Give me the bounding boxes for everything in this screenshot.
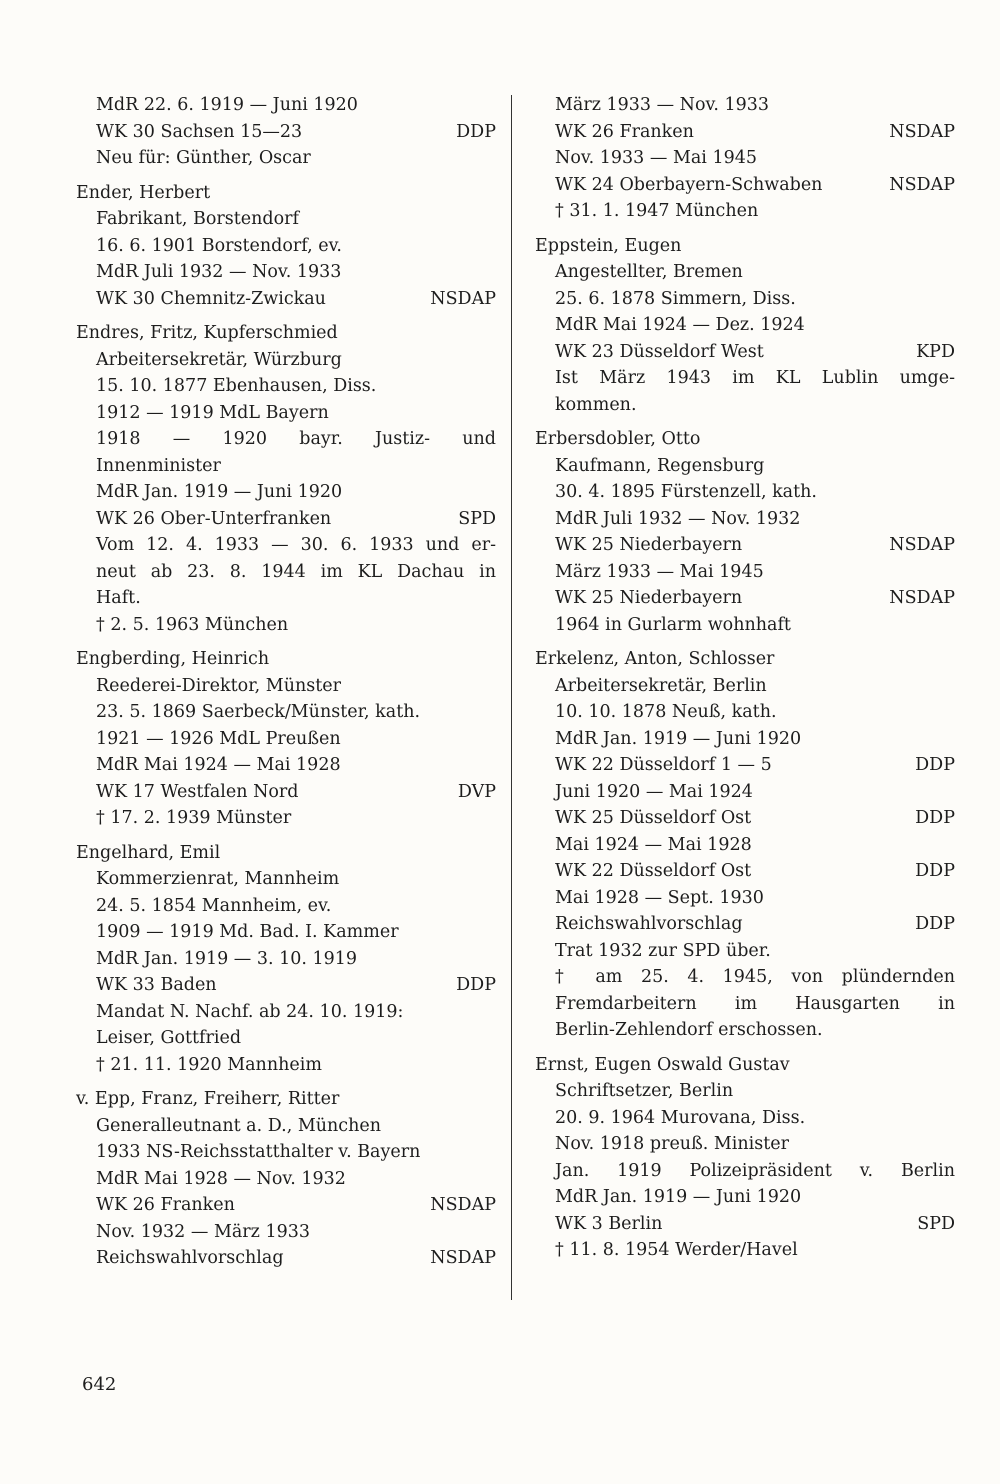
- entry-line: [535, 453, 955, 480]
- line-text: Ender, Herbert: [76, 182, 211, 203]
- entry-line: [76, 532, 496, 559]
- entry-line: [535, 559, 955, 586]
- line-text: Innenminister: [96, 455, 221, 476]
- entry-line: [76, 233, 496, 260]
- entry-line: [76, 1192, 496, 1219]
- line-text: WK 30 Sachsen 15—23: [96, 121, 303, 142]
- line-text: Erbersdobler, Otto: [535, 429, 701, 449]
- entry-heading: [76, 180, 496, 207]
- line-text: WK 30 Chemnitz-Zwickau: [96, 288, 326, 309]
- entry-line: [535, 172, 955, 199]
- party-label: NSDAP: [889, 174, 955, 195]
- entry-line: [535, 119, 955, 146]
- line-text: WK 26 Franken: [555, 121, 694, 142]
- entry-gap: [76, 832, 496, 840]
- entry-line: [535, 198, 955, 225]
- entry-line: [535, 726, 955, 753]
- line-text: Berlin-Zehlendorf erschossen.: [555, 1020, 823, 1040]
- line-text: Nov. 1918 preuß. Minister: [555, 1134, 790, 1154]
- entry-line: [76, 1166, 496, 1193]
- line-text: Fabrikant, Borstendorf: [96, 209, 300, 229]
- line-text: v. Epp, Franz, Freiherr, Ritter: [76, 1089, 340, 1109]
- line-text: Arbeitersekretär, Würzburg: [96, 349, 342, 370]
- biography-entry: [535, 426, 955, 638]
- entry-line: [535, 991, 955, 1018]
- entry-line: [76, 946, 496, 973]
- entry-line: [76, 1113, 496, 1140]
- line-text: † 17. 2. 1939 Münster: [96, 808, 292, 828]
- entry-gap: [76, 312, 496, 320]
- line-text: WK 22 Düsseldorf Ost: [555, 861, 752, 881]
- party-label: NSDAP: [889, 535, 955, 555]
- entry-heading: [76, 320, 496, 347]
- entry-line: [76, 119, 496, 146]
- line-text: Mandat N. Nachf. ab 24. 10. 1919:: [96, 1001, 404, 1022]
- line-text: 1964 in Gurlarm wohnhaft: [555, 614, 791, 635]
- entry-line: [76, 259, 496, 286]
- line-text: WK 3 Berlin: [555, 1213, 663, 1234]
- entry-line: [76, 479, 496, 506]
- party-label: KPD: [916, 341, 955, 362]
- entry-gap: [535, 1264, 955, 1272]
- line-text: † 21. 11. 1920 Mannheim: [96, 1054, 322, 1075]
- line-text: Schriftsetzer, Berlin: [555, 1081, 734, 1101]
- left-column: [76, 92, 496, 1280]
- line-text: WK 24 Oberbayern-Schwaben: [555, 174, 823, 195]
- line-text: MdR Jan. 1919 — Juni 1920: [555, 1187, 802, 1207]
- entry-gap: [535, 638, 955, 646]
- line-text: 1909 — 1919 Md. Bad. I. Kammer: [96, 922, 399, 942]
- line-text: 20. 9. 1964 Murovana, Diss.: [555, 1107, 806, 1128]
- line-text: Trat 1932 zur SPD über.: [555, 940, 771, 961]
- entry-line: [76, 919, 496, 946]
- line-text: März 1933 — Nov. 1933: [555, 95, 769, 115]
- line-text: † am 25. 4. 1945, von plündernden: [555, 967, 955, 987]
- line-text: kommen.: [555, 394, 637, 415]
- line-text: Leiser, Gottfried: [96, 1028, 242, 1048]
- biography-entry: [76, 840, 496, 1079]
- entry-gap: [76, 638, 496, 646]
- line-text: 1933 NS-Reichsstatthalter v. Bayern: [96, 1142, 421, 1162]
- line-text: Mai 1924 — Mai 1928: [555, 834, 752, 855]
- party-label: DDP: [456, 975, 496, 995]
- entry-line: [76, 426, 496, 453]
- entry-line: [76, 972, 496, 999]
- entry-line: [76, 92, 496, 119]
- entry-line: [535, 1105, 955, 1132]
- entry-line: [76, 699, 496, 726]
- entry-line: [535, 858, 955, 885]
- line-text: Nov. 1932 — März 1933: [96, 1221, 310, 1242]
- entry-line: [76, 866, 496, 893]
- line-text: MdR Jan. 1919 — Juni 1920: [555, 728, 802, 749]
- entry-gap: [535, 225, 955, 233]
- line-text: Ist März 1943 im KL Lublin umge-: [555, 368, 955, 388]
- line-text: Angestellter, Bremen: [555, 262, 743, 282]
- entry-line: [535, 286, 955, 313]
- biography-entry: [76, 92, 496, 172]
- line-text: 1912 — 1919 MdL Bayern: [96, 402, 329, 423]
- party-label: DDP: [915, 808, 955, 828]
- line-text: WK 26 Ober-Unterfranken: [96, 508, 332, 529]
- entry-line: [76, 779, 496, 806]
- entry-heading: [535, 426, 955, 453]
- entry-line: [535, 673, 955, 700]
- party-label: DDP: [456, 121, 496, 142]
- entry-heading: [76, 646, 496, 673]
- line-text: MdR Jan. 1919 — Juni 1920: [96, 482, 343, 502]
- line-text: Engelhard, Emil: [76, 842, 221, 863]
- line-text: MdR Juli 1932 — Nov. 1932: [555, 508, 801, 529]
- entry-line: [535, 938, 955, 965]
- party-label: NSDAP: [889, 588, 955, 608]
- entry-line: [76, 145, 496, 172]
- entry-heading: [76, 840, 496, 867]
- line-text: 24. 5. 1854 Mannheim, ev.: [96, 895, 332, 916]
- entry-line: [535, 779, 955, 806]
- entry-line: [76, 453, 496, 480]
- line-text: MdR Mai 1924 — Mai 1928: [96, 755, 341, 775]
- entry-line: [76, 1139, 496, 1166]
- entry-line: [535, 339, 955, 366]
- line-text: WK 25 Niederbayern: [555, 535, 743, 555]
- entry-line: [535, 699, 955, 726]
- entry-heading: [535, 233, 955, 260]
- line-text: † 31. 1. 1947 München: [555, 201, 759, 221]
- line-text: Ernst, Eugen Oswald Gustav: [535, 1054, 790, 1075]
- line-text: Eppstein, Eugen: [535, 235, 682, 256]
- line-text: Neu für: Günther, Oscar: [96, 148, 311, 168]
- line-text: Jan. 1919 Polizeipräsident v. Berlin: [555, 1160, 955, 1181]
- entry-line: [535, 1237, 955, 1264]
- entry-line: [535, 885, 955, 912]
- line-text: MdR Mai 1928 — Nov. 1932: [96, 1168, 346, 1189]
- biography-entry: [76, 1086, 496, 1272]
- line-text: WK 33 Baden: [96, 975, 217, 995]
- entry-line: [76, 612, 496, 639]
- party-label: NSDAP: [430, 288, 496, 309]
- party-label: DVP: [457, 781, 496, 802]
- entry-line: [76, 673, 496, 700]
- line-text: WK 26 Franken: [96, 1195, 235, 1215]
- entry-line: [76, 506, 496, 533]
- entry-line: [76, 585, 496, 612]
- entry-line: [535, 752, 955, 779]
- entry-line: [535, 585, 955, 612]
- page-number: 642: [82, 1374, 117, 1395]
- line-text: Vom 12. 4. 1933 — 30. 6. 1933 und er-: [96, 535, 496, 555]
- entry-line: [535, 1158, 955, 1185]
- entry-line: [535, 911, 955, 938]
- line-text: Mai 1928 — Sept. 1930: [555, 887, 764, 908]
- biography-entry: [535, 233, 955, 419]
- entry-line: [535, 1078, 955, 1105]
- line-text: Haft.: [96, 588, 141, 608]
- line-text: MdR 22. 6. 1919 — Juni 1920: [96, 95, 358, 115]
- entry-line: [535, 312, 955, 339]
- entry-line: [535, 1017, 955, 1044]
- line-text: Juni 1920 — Mai 1924: [555, 781, 753, 802]
- party-label: NSDAP: [889, 121, 955, 142]
- line-text: 1918 — 1920 bayr. Justiz- und: [96, 429, 496, 449]
- entry-gap: [535, 418, 955, 426]
- line-text: † 11. 8. 1954 Werder/Havel: [555, 1240, 798, 1260]
- entry-heading: [535, 1052, 955, 1079]
- line-text: MdR Jan. 1919 — 3. 10. 1919: [96, 948, 358, 969]
- line-text: Nov. 1933 — Mai 1945: [555, 148, 757, 168]
- entry-line: [76, 1245, 496, 1272]
- line-text: † 2. 5. 1963 München: [96, 614, 289, 635]
- line-text: MdR Mai 1924 — Dez. 1924: [555, 315, 805, 335]
- entry-line: [535, 532, 955, 559]
- biography-entry: [76, 646, 496, 832]
- entry-line: [535, 805, 955, 832]
- entry-line: [535, 1131, 955, 1158]
- entry-line: [76, 1219, 496, 1246]
- party-label: NSDAP: [430, 1248, 496, 1268]
- entry-gap: [76, 172, 496, 180]
- party-label: DDP: [915, 861, 955, 881]
- line-text: neut ab 23. 8. 1944 im KL Dachau in: [96, 561, 496, 582]
- entry-gap: [535, 1044, 955, 1052]
- entry-line: [535, 92, 955, 119]
- line-text: 16. 6. 1901 Borstendorf, ev.: [96, 235, 342, 256]
- entry-line: [76, 1052, 496, 1079]
- entry-line: [76, 559, 496, 586]
- party-label: NSDAP: [430, 1195, 496, 1215]
- line-text: 25. 6. 1878 Simmern, Diss.: [555, 288, 796, 309]
- line-text: Fremdarbeitern im Hausgarten in: [555, 993, 955, 1014]
- biography-entry: [76, 180, 496, 313]
- biography-entry: [535, 646, 955, 1044]
- line-text: WK 17 Westfalen Nord: [96, 781, 299, 802]
- entry-gap: [76, 1272, 496, 1280]
- entry-line: [535, 506, 955, 533]
- entry-line: [535, 479, 955, 506]
- line-text: Reichswahlvorschlag: [96, 1248, 284, 1268]
- party-label: DDP: [915, 755, 955, 775]
- right-column: [535, 92, 955, 1272]
- entry-heading: [76, 1086, 496, 1113]
- entry-line: [535, 1184, 955, 1211]
- entry-line: [535, 832, 955, 859]
- entry-line: [76, 400, 496, 427]
- entry-gap: [76, 1078, 496, 1086]
- biography-entry: [76, 320, 496, 638]
- entry-line: [76, 347, 496, 374]
- line-text: WK 23 Düsseldorf West: [555, 341, 764, 362]
- line-text: Generalleutnant a. D., München: [96, 1115, 381, 1136]
- party-label: SPD: [917, 1213, 955, 1234]
- entry-line: [535, 392, 955, 419]
- entry-line: [76, 206, 496, 233]
- line-text: WK 22 Düsseldorf 1 — 5: [555, 755, 772, 775]
- line-text: 23. 5. 1869 Saerbeck/Münster, kath.: [96, 702, 421, 722]
- entry-line: [76, 893, 496, 920]
- entry-line: [76, 999, 496, 1026]
- entry-line: [535, 145, 955, 172]
- line-text: 30. 4. 1895 Fürstenzell, kath.: [555, 482, 817, 502]
- line-text: WK 25 Düsseldorf Ost: [555, 808, 752, 828]
- entry-line: [76, 726, 496, 753]
- party-label: DDP: [915, 914, 955, 934]
- line-text: Arbeitersekretär, Berlin: [555, 675, 767, 696]
- entry-line: [76, 752, 496, 779]
- biography-entry: [535, 1052, 955, 1264]
- entry-line: [535, 964, 955, 991]
- column-divider: [511, 95, 512, 1300]
- entry-line: [76, 286, 496, 313]
- entry-line: [535, 1211, 955, 1238]
- party-label: SPD: [458, 508, 496, 529]
- line-text: Kaufmann, Regensburg: [555, 455, 765, 476]
- biography-entry: [535, 92, 955, 225]
- entry-line: [535, 259, 955, 286]
- line-text: 15. 10. 1877 Ebenhausen, Diss.: [96, 376, 377, 396]
- line-text: Reederei-Direktor, Münster: [96, 675, 341, 696]
- line-text: Engberding, Heinrich: [76, 649, 270, 669]
- line-text: Reichswahlvorschlag: [555, 914, 743, 934]
- line-text: 1921 — 1926 MdL Preußen: [96, 728, 341, 749]
- entry-line: [535, 612, 955, 639]
- entry-line: [76, 805, 496, 832]
- entry-heading: [535, 646, 955, 673]
- entry-line: [76, 373, 496, 400]
- entry-line: [535, 365, 955, 392]
- line-text: Kommerzienrat, Mannheim: [96, 869, 340, 889]
- line-text: März 1933 — Mai 1945: [555, 561, 764, 582]
- line-text: 10. 10. 1878 Neuß, kath.: [555, 702, 777, 722]
- entry-line: [76, 1025, 496, 1052]
- line-text: Endres, Fritz, Kupferschmied: [76, 323, 338, 343]
- line-text: WK 25 Niederbayern: [555, 588, 743, 608]
- line-text: MdR Juli 1932 — Nov. 1933: [96, 262, 342, 282]
- line-text: Erkelenz, Anton, Schlosser: [535, 649, 775, 669]
